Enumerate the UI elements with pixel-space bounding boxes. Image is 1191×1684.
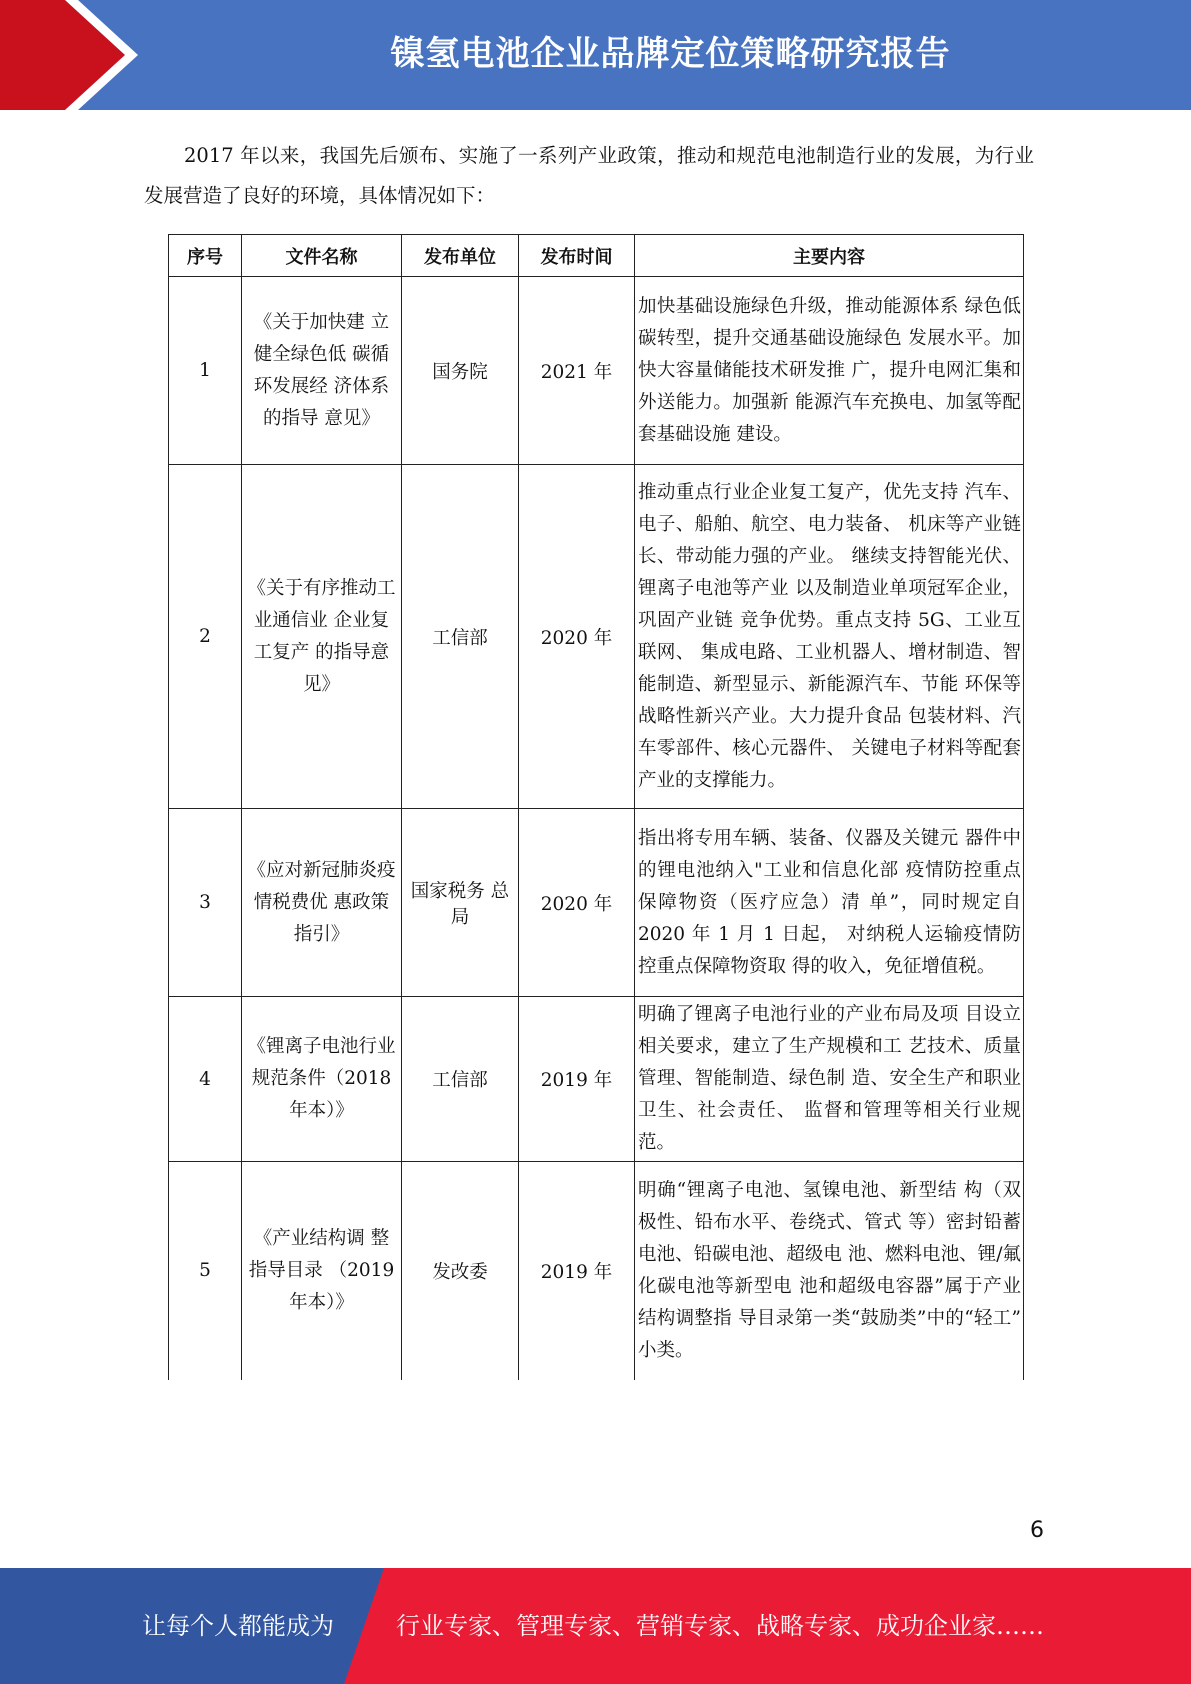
header-no: 序号: [169, 235, 242, 277]
policy-table: [168, 234, 1024, 1380]
row-time: 2019 年: [519, 1162, 635, 1380]
row-time: 2020 年: [519, 465, 635, 809]
row-issuer: 国家税务 总局: [402, 809, 519, 997]
row-content: 推动重点行业企业复工复产，优先支持 汽车、电子、船舶、航空、电力装备、 机床等产业链长、带动能力强的产业。 继续支持智能光伏、锂离子电池等产业 以及制造业单项冠军企业，巩固产业链 竞争优势。重点支持 5G、工业互联网、 集成电路、工业机器人、增材制造、智 能制造、新型显示、新能源汽车、节能 环保等战略性新兴产业。大力提升食品 包装材料、汽车零部件、核心元器件、 关键电子材料等配套产业的支撑能力。: [635, 465, 1024, 809]
footer-slogan-left: 让每个人都能成为: [142, 1612, 334, 1640]
table-row: [169, 465, 1024, 809]
row-no: 5: [169, 1162, 242, 1380]
row-no: 2: [169, 465, 242, 809]
row-doc-name: 《产业结构调 整指导目录 （2019 年本）》: [242, 1162, 402, 1380]
row-time: 2020 年: [519, 809, 635, 997]
row-content: 明确了锂离子电池行业的产业布局及项 目设立相关要求，建立了生产规模和工 艺技术、质量管理、智能制造、绿色制 造、安全生产和职业卫生、社会责任、 监督和管理等相关行业规范。: [635, 997, 1024, 1162]
header-issuer: 发布单位: [402, 235, 519, 277]
row-doc-name: 《关于有序推动工业通信业 企业复工复产 的指导意见》: [242, 465, 402, 809]
page-header: [0, 0, 1191, 110]
page-footer: [0, 1568, 1191, 1684]
row-doc-name: 《锂离子电池行业规范条件（2018 年本）》: [242, 997, 402, 1162]
row-issuer: 工信部: [402, 997, 519, 1162]
row-content: 指出将专用车辆、装备、仪器及关键元 器件中的锂电池纳入"工业和信息化部 疫情防控重点保障物资（医疗应急）清 单”，同时规定自 2020 年 1 月 1 日起， 对纳税人运输疫情防控重点保障物资取 得的收入，免征增值税。: [635, 809, 1024, 997]
row-content: 明确“锂离子电池、氢镍电池、新型结 构（双极性、铅布水平、卷绕式、管式 等）密封铅蓄电池、铅碳电池、超级电 池、燃料电池、锂/氟化碳电池等新型电 池和超级电容器”属于产业结构调整指 导目录第一类“鼓励类”中的“轻工” 小类。: [635, 1162, 1024, 1380]
header-content: 主要内容: [635, 235, 1024, 277]
row-time: 2021 年: [519, 277, 635, 465]
table-row: [169, 277, 1024, 465]
row-issuer: 发改委: [402, 1162, 519, 1380]
header-time: 发布时间: [519, 235, 635, 277]
row-no: 4: [169, 997, 242, 1162]
table-row: [169, 809, 1024, 997]
row-issuer: 国务院: [402, 277, 519, 465]
table-row: [169, 997, 1024, 1162]
footer-slogan-right: 行业专家、管理专家、营销专家、战略专家、成功企业家……: [396, 1612, 1044, 1640]
table-row: [169, 1162, 1024, 1380]
header-name: 文件名称: [242, 235, 402, 277]
row-no: 3: [169, 809, 242, 997]
table-header-row: [169, 235, 1024, 277]
report-title: 镍氢电池企业品牌定位策略研究报告: [390, 34, 951, 74]
row-no: 1: [169, 277, 242, 465]
header-arrow-decoration: [0, 0, 150, 110]
row-doc-name: 《应对新冠肺炎疫情税费优 惠政策指引》: [242, 809, 402, 997]
row-issuer: 工信部: [402, 465, 519, 809]
row-time: 2019 年: [519, 997, 635, 1162]
intro-paragraph: 2017 年以来，我国先后颁布、实施了一系列产业政策，推动和规范电池制造行业的发展，为行业发展营造了良好的环境，具体情况如下：: [144, 144, 1034, 207]
row-doc-name: 《关于加快建 立健全绿色低 碳循环发展经 济体系的指导 意见》: [242, 277, 402, 465]
row-content: 加快基础设施绿色升级，推动能源体系 绿色低碳转型，提升交通基础设施绿色 发展水平。加快大容量储能技术研发推 广，提升电网汇集和外送能力。加强新 能源汽车充换电、加氢等配套基础设施 建设。: [635, 277, 1024, 465]
page-number: 6: [1030, 1518, 1044, 1543]
